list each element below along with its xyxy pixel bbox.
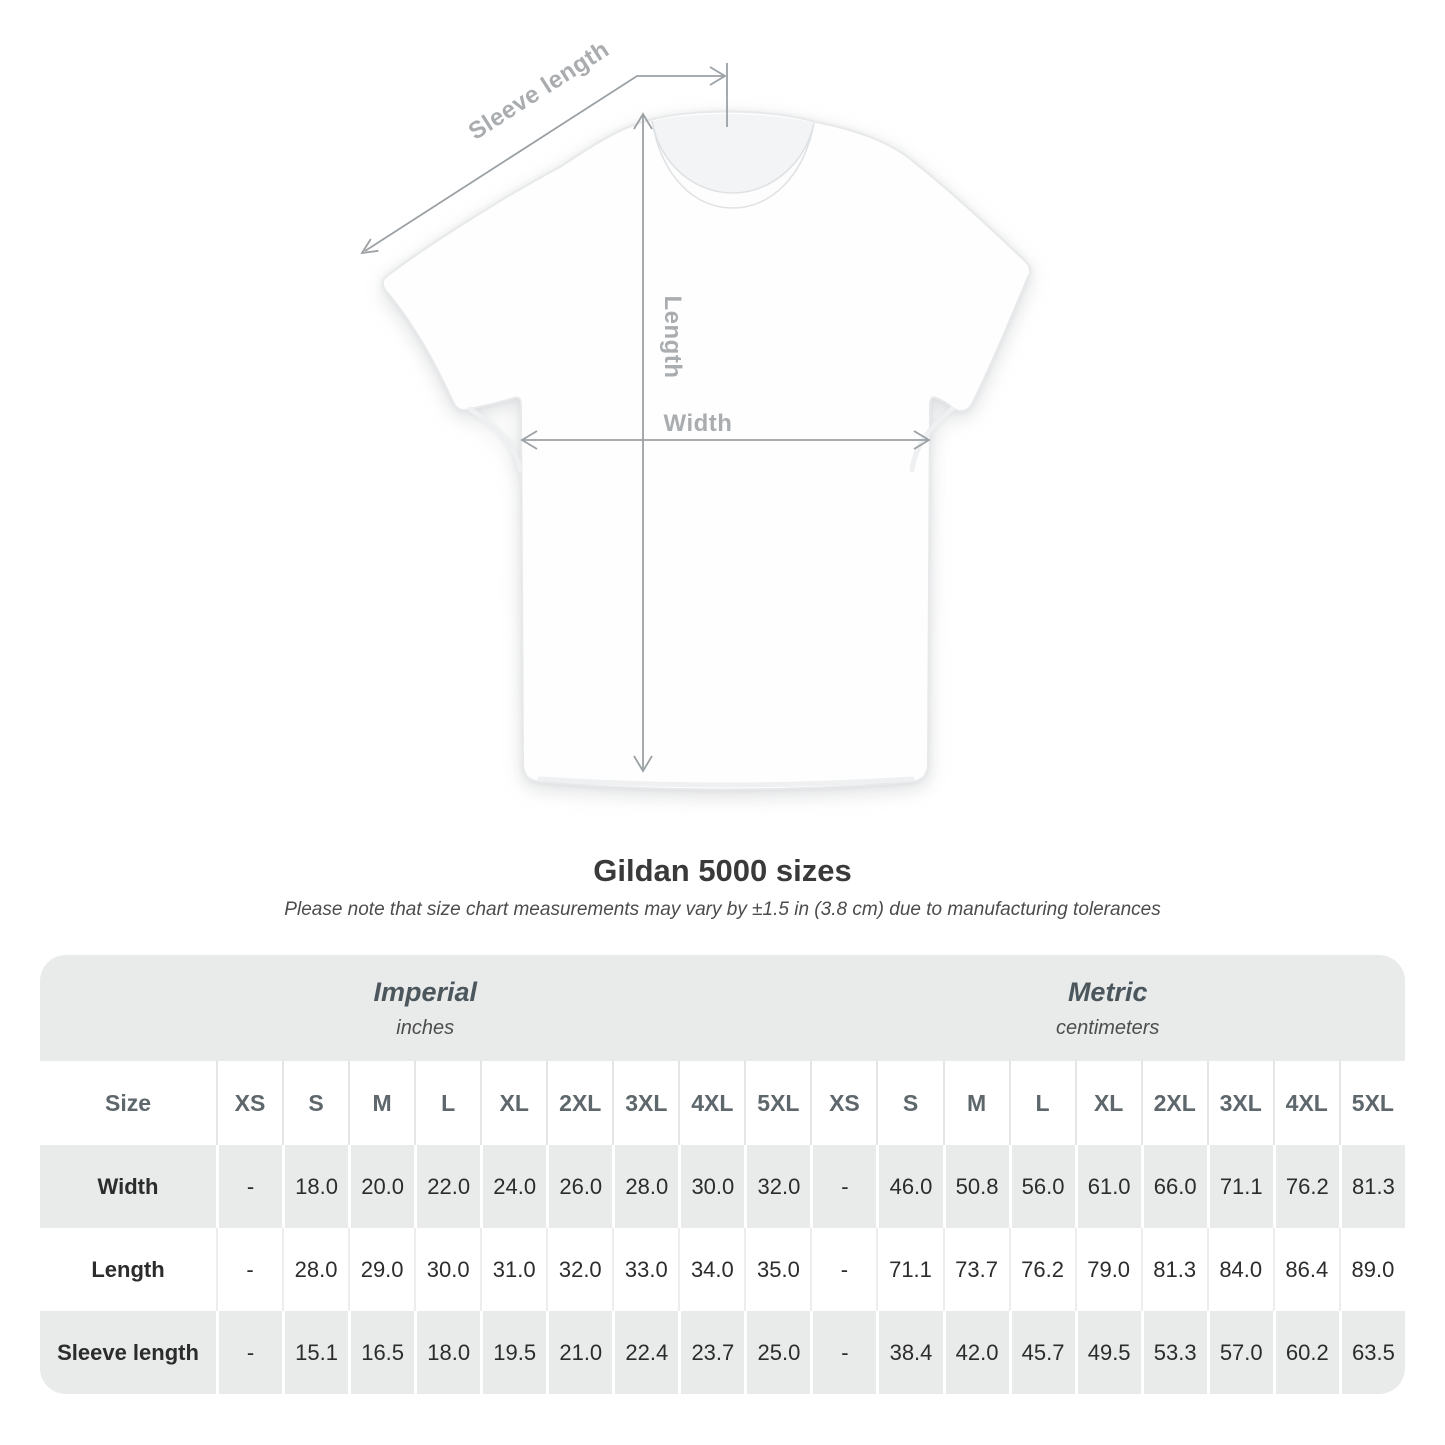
col-header-metric-s: S bbox=[876, 1061, 942, 1145]
col-header-imperial-3xl: 3XL bbox=[612, 1061, 678, 1145]
size-table-container bbox=[40, 955, 1405, 1394]
sleeve-length-arrowhead bbox=[362, 239, 378, 253]
table-row-width bbox=[40, 1145, 1405, 1228]
fabric-crease bbox=[470, 409, 520, 470]
unit-group-name: Metric bbox=[1067, 976, 1148, 1007]
page-title: Gildan 5000 sizes bbox=[593, 853, 852, 888]
col-header-metric-xl: XL bbox=[1075, 1061, 1141, 1145]
col-header-imperial-l: L bbox=[414, 1061, 480, 1145]
sleeve-length-label: Sleeve length bbox=[463, 35, 615, 146]
unit-group-unit: centimeters bbox=[1056, 1016, 1160, 1039]
cell-length-imperial-4xl: 34.0 bbox=[678, 1228, 744, 1311]
cell-sleeve-length-imperial-l: 18.0 bbox=[414, 1311, 480, 1394]
cell-width-imperial-xl: 24.0 bbox=[480, 1145, 546, 1228]
unit-group-unit: inches bbox=[396, 1016, 455, 1039]
cell-sleeve-length-imperial-xs: - bbox=[216, 1311, 282, 1394]
col-header-imperial-m: M bbox=[348, 1061, 414, 1145]
cell-length-metric-2xl: 81.3 bbox=[1141, 1228, 1207, 1311]
cell-sleeve-length-imperial-2xl: 21.0 bbox=[546, 1311, 612, 1394]
col-header-imperial-xl: XL bbox=[480, 1061, 546, 1145]
cell-width-metric-l: 56.0 bbox=[1009, 1145, 1075, 1228]
width-label: Width bbox=[663, 410, 733, 437]
cell-sleeve-length-metric-3xl: 57.0 bbox=[1207, 1311, 1273, 1394]
cell-width-imperial-s: 18.0 bbox=[282, 1145, 348, 1228]
cell-sleeve-length-imperial-xl: 19.5 bbox=[480, 1311, 546, 1394]
cell-length-metric-xs: - bbox=[810, 1228, 876, 1311]
unit-group-name: Imperial bbox=[373, 976, 477, 1007]
tolerance-note: Please note that size chart measurements may vary by ±1.5 in (3.8 cm) due to manufacturing tolerances bbox=[284, 899, 1161, 920]
table-row-length bbox=[40, 1228, 1405, 1311]
cell-sleeve-length-imperial-4xl: 23.7 bbox=[678, 1311, 744, 1394]
col-header-metric-2xl: 2XL bbox=[1141, 1061, 1207, 1145]
size-header-row bbox=[40, 1061, 1405, 1145]
cell-length-imperial-2xl: 32.0 bbox=[546, 1228, 612, 1311]
cell-width-imperial-4xl: 30.0 bbox=[678, 1145, 744, 1228]
cell-length-imperial-3xl: 33.0 bbox=[612, 1228, 678, 1311]
cell-length-metric-m: 73.7 bbox=[943, 1228, 1009, 1311]
cell-width-metric-xl: 61.0 bbox=[1075, 1145, 1141, 1228]
cell-sleeve-length-metric-s: 38.4 bbox=[876, 1311, 942, 1394]
cell-sleeve-length-metric-l: 45.7 bbox=[1009, 1311, 1075, 1394]
cell-width-metric-xs: - bbox=[810, 1145, 876, 1228]
cell-width-metric-5xl: 81.3 bbox=[1339, 1145, 1405, 1228]
col-header-imperial-xs: XS bbox=[216, 1061, 282, 1145]
col-header-imperial-5xl: 5XL bbox=[744, 1061, 810, 1145]
cell-length-imperial-s: 28.0 bbox=[282, 1228, 348, 1311]
cell-width-imperial-l: 22.0 bbox=[414, 1145, 480, 1228]
col-header-metric-l: L bbox=[1009, 1061, 1075, 1145]
cell-length-imperial-m: 29.0 bbox=[348, 1228, 414, 1311]
cell-length-imperial-l: 30.0 bbox=[414, 1228, 480, 1311]
col-header-metric-4xl: 4XL bbox=[1273, 1061, 1339, 1145]
cell-length-imperial-xl: 31.0 bbox=[480, 1228, 546, 1311]
cell-length-imperial-xs: - bbox=[216, 1228, 282, 1311]
unit-group-imperial bbox=[40, 955, 810, 1061]
cell-width-metric-4xl: 76.2 bbox=[1273, 1145, 1339, 1228]
cell-sleeve-length-metric-xs: - bbox=[810, 1311, 876, 1394]
tshirt-body bbox=[383, 112, 1031, 790]
col-header-metric-3xl: 3XL bbox=[1207, 1061, 1273, 1145]
col-header-metric-m: M bbox=[943, 1061, 1009, 1145]
cell-width-imperial-xs: - bbox=[216, 1145, 282, 1228]
table-row-sleeve-length bbox=[40, 1311, 1405, 1394]
cell-sleeve-length-imperial-m: 16.5 bbox=[348, 1311, 414, 1394]
cell-width-metric-m: 50.8 bbox=[943, 1145, 1009, 1228]
cell-length-metric-4xl: 86.4 bbox=[1273, 1228, 1339, 1311]
row-label-length: Length bbox=[40, 1228, 216, 1311]
cell-sleeve-length-metric-xl: 49.5 bbox=[1075, 1311, 1141, 1394]
cell-width-imperial-5xl: 32.0 bbox=[744, 1145, 810, 1228]
cell-sleeve-length-metric-m: 42.0 bbox=[943, 1311, 1009, 1394]
size-table bbox=[40, 955, 1405, 1394]
col-header-imperial-4xl: 4XL bbox=[678, 1061, 744, 1145]
cell-length-metric-s: 71.1 bbox=[876, 1228, 942, 1311]
cell-length-metric-5xl: 89.0 bbox=[1339, 1228, 1405, 1311]
unit-group-metric bbox=[810, 955, 1405, 1061]
cell-length-metric-xl: 79.0 bbox=[1075, 1228, 1141, 1311]
cell-sleeve-length-imperial-3xl: 22.4 bbox=[612, 1311, 678, 1394]
cell-width-imperial-2xl: 26.0 bbox=[546, 1145, 612, 1228]
col-header-size: Size bbox=[40, 1061, 216, 1145]
cell-sleeve-length-metric-5xl: 63.5 bbox=[1339, 1311, 1405, 1394]
col-header-metric-xs: XS bbox=[810, 1061, 876, 1145]
length-label: Length bbox=[659, 295, 686, 379]
cell-length-metric-3xl: 84.0 bbox=[1207, 1228, 1273, 1311]
col-header-imperial-2xl: 2XL bbox=[546, 1061, 612, 1145]
cell-sleeve-length-imperial-s: 15.1 bbox=[282, 1311, 348, 1394]
cell-width-imperial-m: 20.0 bbox=[348, 1145, 414, 1228]
cell-width-metric-2xl: 66.0 bbox=[1141, 1145, 1207, 1228]
tshirt-graphic bbox=[383, 112, 1031, 790]
cell-width-metric-3xl: 71.1 bbox=[1207, 1145, 1273, 1228]
col-header-imperial-s: S bbox=[282, 1061, 348, 1145]
col-header-metric-5xl: 5XL bbox=[1339, 1061, 1405, 1145]
cell-sleeve-length-metric-2xl: 53.3 bbox=[1141, 1311, 1207, 1394]
row-label-width: Width bbox=[40, 1145, 216, 1228]
cell-length-metric-l: 76.2 bbox=[1009, 1228, 1075, 1311]
cell-sleeve-length-imperial-5xl: 25.0 bbox=[744, 1311, 810, 1394]
row-label-sleeve-length: Sleeve length bbox=[40, 1311, 216, 1394]
cell-width-imperial-3xl: 28.0 bbox=[612, 1145, 678, 1228]
cell-sleeve-length-metric-4xl: 60.2 bbox=[1273, 1311, 1339, 1394]
cell-length-imperial-5xl: 35.0 bbox=[744, 1228, 810, 1311]
unit-group-row bbox=[40, 955, 1405, 1061]
cell-width-metric-s: 46.0 bbox=[876, 1145, 942, 1228]
